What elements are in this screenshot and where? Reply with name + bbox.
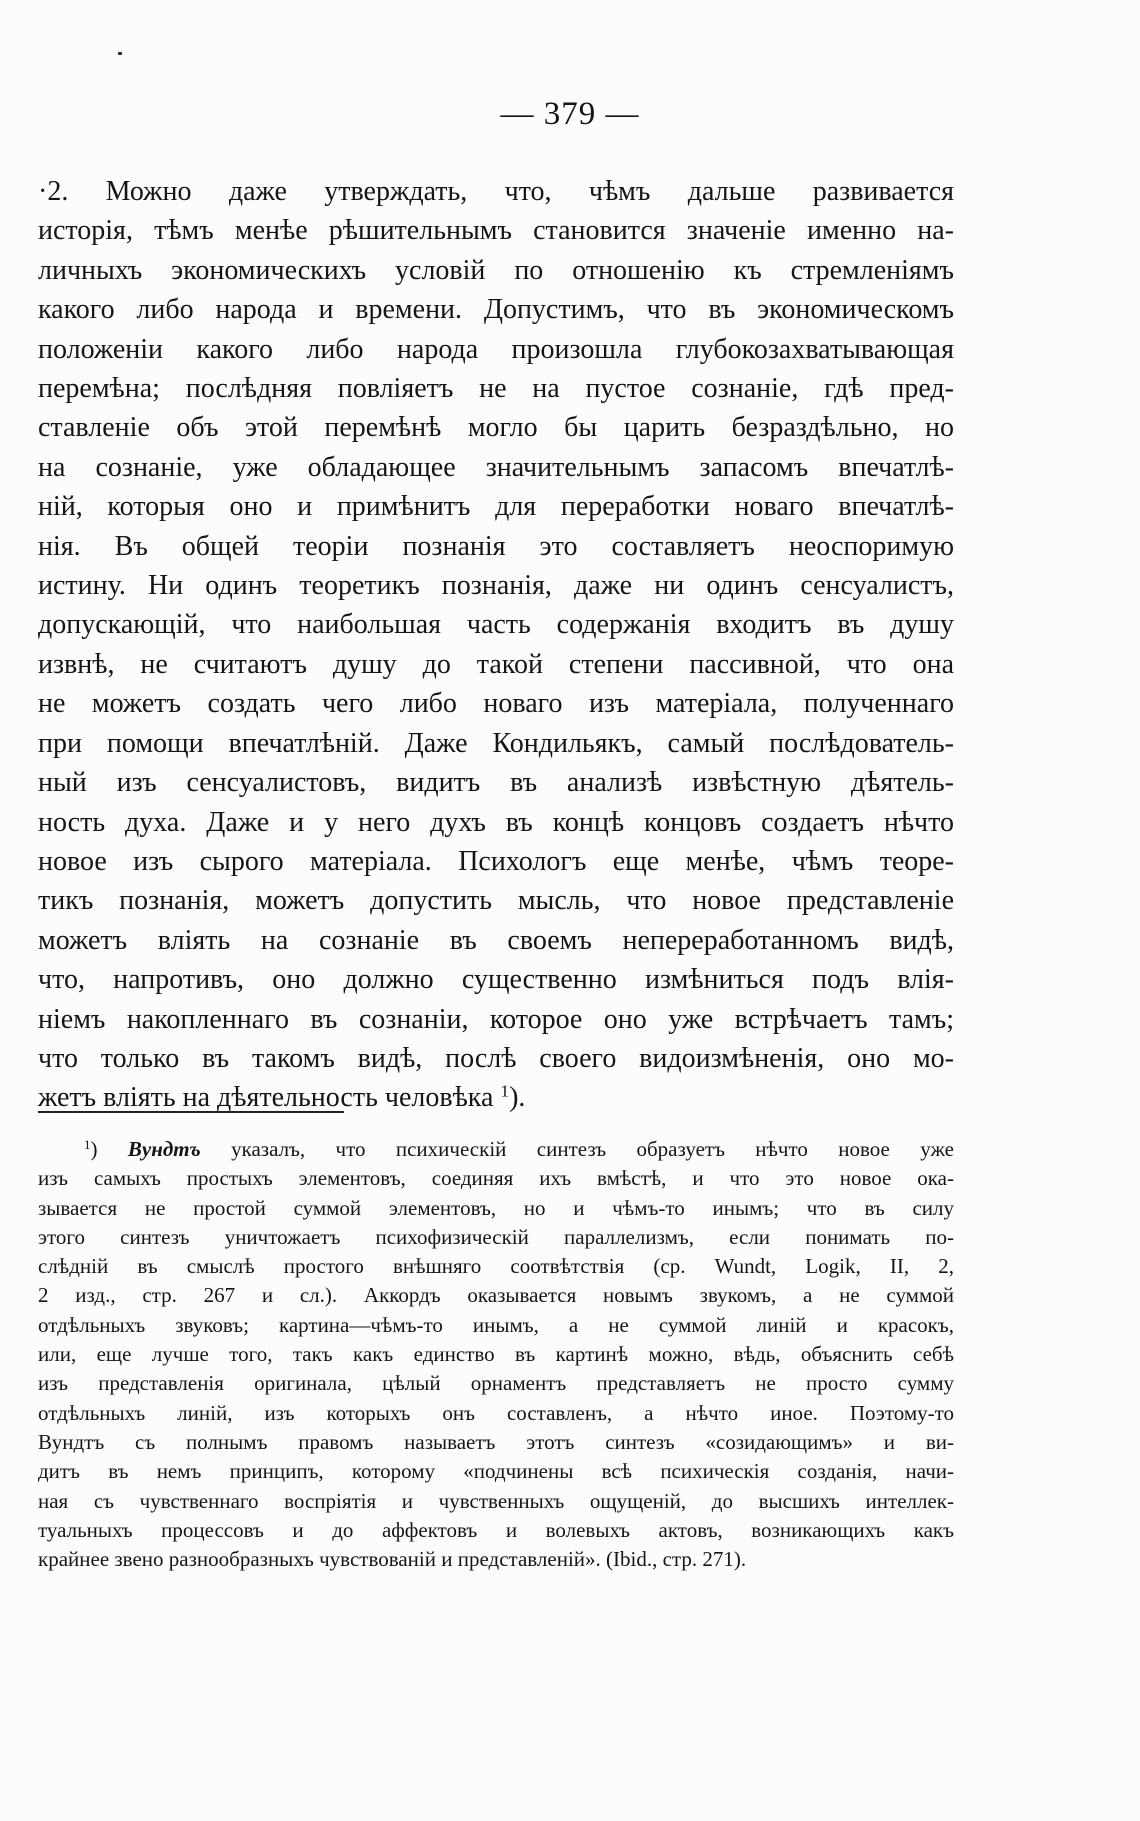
footnote-line: дитъ въ немъ принципъ, которому «подчинены всѣ психическія созданія, начи- — [38, 1459, 954, 1484]
text-line: на сознаніе, уже обладающее значительнымъ запасомъ впечатлѣ- — [38, 451, 954, 483]
footnote-line: этого синтезъ уничтожаетъ психофизическій параллелизмъ, если понимать по- — [38, 1224, 954, 1249]
text-line: ніемъ накопленнаго въ сознаніи, которое оно уже встрѣчаетъ тамъ; — [38, 1003, 954, 1035]
footnote-line: отдѣльныхъ линій, изъ которыхъ онъ составленъ, а нѣчто иное. Поэтому-то — [38, 1400, 954, 1425]
text-line: какого либо народа и времени. Допустимъ, что въ экономическомъ — [38, 294, 954, 326]
text-line: положеніи какого либо народа произошла глубокозахватывающая — [38, 333, 954, 365]
text-line: перемѣна; послѣдняя повліяетъ не на пустое сознаніе, гдѣ пред- — [38, 373, 954, 405]
text-line: ставленіе объ этой перемѣнѣ могло бы царить безраздѣльно, но — [38, 412, 954, 444]
footnote-line: Вундтъ съ полнымъ правомъ называетъ этотъ синтезъ «созидающимъ» и ви- — [38, 1429, 954, 1454]
text-line: личныхъ экономическихъ условій по отношенію къ стремленіямъ — [38, 254, 954, 286]
footnote-author: Вундтъ — [127, 1137, 201, 1161]
text-line: истину. Ни одинъ теоретикъ познанія, даже ни одинъ сенсуалистъ, — [38, 570, 954, 602]
stray-mark — [118, 52, 122, 55]
footnote-reference[interactable]: 1 — [500, 1081, 510, 1101]
footnote-line: отдѣльныхъ звуковъ; картина—чѣмъ-то инымъ, а не суммой линій и красокъ, — [38, 1312, 954, 1337]
main-paragraph — [38, 172, 954, 1118]
text-line: ный изъ сенсуалистовъ, видитъ въ анализѣ извѣстную дѣятель- — [38, 767, 954, 799]
footnote-line: туальныхъ процессовъ и до аффектовъ и волевыхъ актовъ, возникающихъ какъ — [38, 1517, 954, 1542]
text-line: ній, которыя оно и примѣнитъ для переработки новаго впечатлѣ- — [38, 491, 954, 523]
footnote-first-rest: указалъ, что психическій синтезъ образуетъ нѣчто новое уже — [200, 1137, 954, 1161]
footnote-line: или, еще лучше того, такъ какъ единство въ картинѣ можно, вѣдь, объяснить себѣ — [38, 1342, 954, 1367]
footnote-line-first — [38, 1135, 954, 1164]
footnote-line: 2 изд., стр. 267 и сл.). Аккордъ оказывается новымъ звукомъ, а не суммой — [38, 1283, 954, 1308]
text-line: тикъ познанія, можетъ допустить мысль, что новое представленіе — [38, 885, 954, 917]
footnote-line: изъ самыхъ простыхъ элементовъ, соединяя ихъ вмѣстѣ, и что это новое ока- — [38, 1166, 954, 1191]
text-line: при помощи впечатлѣній. Даже Кондильякъ, самый послѣдователь- — [38, 727, 954, 759]
footnote-line: изъ представленія оригинала, цѣлый орнаментъ представляетъ не просто сумму — [38, 1371, 954, 1396]
last-line-end: ). — [509, 1082, 526, 1114]
text-line: ·2. Можно даже утверждать, что, чѣмъ дальше развивается — [38, 176, 954, 207]
text-line: не можетъ создать чего либо новаго изъ матеріала, полученнаго — [38, 688, 954, 720]
footnote-mark: 1 — [84, 1136, 91, 1152]
text-line: ность духа. Даже и у него духъ въ концѣ концовъ создаетъ нѣчто — [38, 806, 954, 838]
text-line: допускающій, что наибольшая часть содержанія входитъ въ душу — [38, 609, 954, 641]
text-line: извнѣ, не считаютъ душу до такой степени пассивной, что она — [38, 648, 954, 680]
last-line-text: жетъ вліять на дѣятельность человѣка — [38, 1082, 494, 1114]
footnote-divider — [38, 1111, 344, 1113]
text-line: нія. Въ общей теоріи познанія это составляетъ неоспоримую — [38, 530, 954, 562]
footnote-line-last: крайнее звено разнообразныхъ чувствованій и представленій». (Ibid., стр. 271). — [38, 1547, 747, 1572]
page-number: — 379 — — [500, 96, 640, 132]
footnote — [38, 1135, 954, 1574]
footnote-line: зывается не простой суммой элементовъ, но и чѣмъ-то инымъ; что въ силу — [38, 1195, 954, 1220]
text-line: исторія, тѣмъ менѣе рѣшительнымъ становится значеніе именно на- — [38, 215, 954, 247]
text-line: можетъ вліять на сознаніе въ своемъ непереработанномъ видѣ, — [38, 924, 954, 956]
footnote-line: слѣдній въ смыслѣ простого внѣшняго соотвѣтствія (ср. Wundt, Logik, II, 2, — [38, 1254, 954, 1279]
footnote-mark-paren: ) — [90, 1137, 98, 1161]
text-line: новое изъ сырого матеріала. Психологъ еще менѣе, чѣмъ теоре- — [38, 845, 954, 877]
footnote-line: ная съ чувственнаго воспріятія и чувственныхъ ощущеній, до высшихъ интеллек- — [38, 1488, 954, 1513]
text-line: что, напротивъ, оно должно существенно измѣниться подъ влія- — [38, 964, 954, 996]
text-line: что только въ такомъ видѣ, послѣ своего видоизмѣненія, оно мо- — [38, 1042, 954, 1074]
